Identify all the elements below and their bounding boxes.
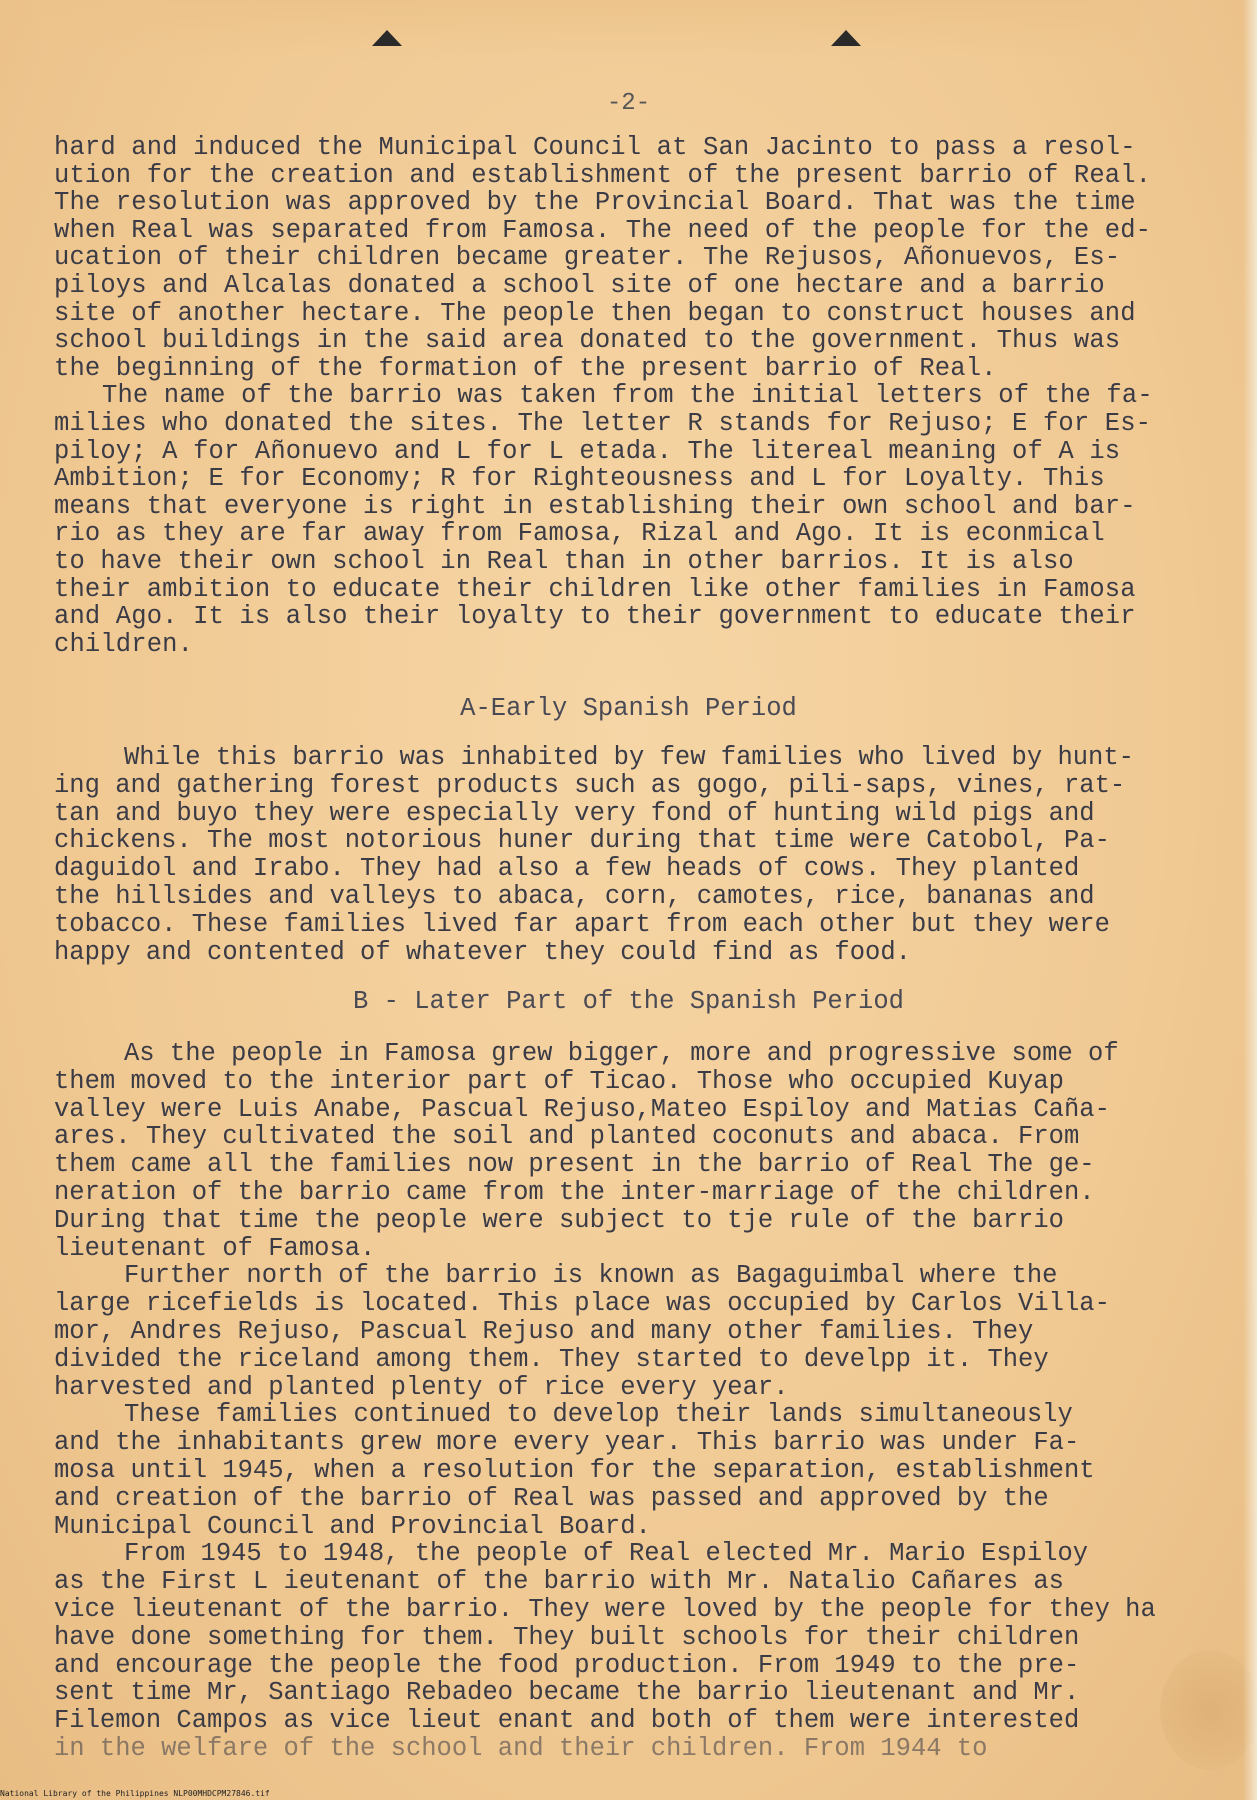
paper-edge	[1243, 0, 1257, 1800]
text-line: harvested and planted plenty of rice every year.	[54, 1372, 789, 1402]
text-line: The name of the barrio was taken from the initial letters of the fa-	[102, 381, 1153, 411]
text-line: their ambition to educate their children like other families in Famosa	[54, 574, 1136, 604]
text-line: While this barrio was inhabited by few families who lived by hunt-	[124, 743, 1134, 772]
text-line: in the welfare of the school and their children. From 1944 to	[54, 1733, 988, 1763]
page-number: -2-	[606, 90, 651, 117]
text-line: As the people in Famosa grew bigger, more and progressive some of	[124, 1039, 1119, 1068]
binder-hole-right	[831, 30, 861, 46]
text-line: divided the riceland among them. They started to develpp it. They	[54, 1344, 1049, 1374]
text-line: From 1945 to 1948, the people of Real elected Mr. Mario Espiloy	[124, 1539, 1089, 1569]
text-line: large ricefields is located. This place was occupied by Carlos Villa-	[54, 1289, 1110, 1319]
text-line: lieutenant of Famosa.	[54, 1233, 376, 1263]
section-b-heading: B - Later Part of the Spanish Period	[353, 987, 904, 1016]
binder-hole-left	[372, 30, 402, 46]
text-line: school buildings in the said area donated to the government. Thus was	[54, 326, 1121, 356]
text-line: when Real was separated from Famosa. The need of the people for the ed-	[54, 215, 1152, 245]
text-line: Filemon Campos as vice lieut enant and both of them were interested	[54, 1706, 1080, 1736]
text-line: to have their own school in Real than in other barrios. It is also	[54, 546, 1074, 576]
text-line: The resolution was approved by the Provincial Board. That was the time	[54, 188, 1136, 218]
text-line: children.	[54, 629, 194, 659]
text-line: These families continued to develop their lands simultaneously	[124, 1400, 1073, 1430]
text-line: and creation of the barrio of Real was passed and approved by the	[54, 1483, 1049, 1513]
text-line: tan and buyo they were especially very fond of hunting wild pigs and	[54, 798, 1095, 828]
text-line: the hillsides and valleys to abaca, corn, camotes, rice, bananas and	[54, 881, 1095, 911]
text-line: ares. They cultivated the soil and planted coconuts and abaca. From	[54, 1122, 1080, 1152]
section-a-paragraph	[54, 744, 1244, 966]
text-line: piloys and Alcalas donated a school site of one hectare and a barrio	[54, 270, 1105, 300]
text-line: milies who donated the sites. The letter R stands for Rejuso; E for Es-	[54, 408, 1152, 438]
text-line: ucation of their children became greater. The Rejusos, Añonuevos, Es-	[54, 243, 1121, 273]
text-line: rio as they are far away from Famosa, Rizal and Ago. It is econmical	[54, 519, 1105, 549]
text-line: ing and gathering forest products such as gogo, pili-saps, vines, rat-	[54, 770, 1126, 800]
text-line: Further north of the barrio is known as Bagaguimbal where the	[124, 1261, 1058, 1291]
text-line: Municipal Council and Provincial Board.	[54, 1511, 651, 1541]
text-line: and the inhabitants grew more every year. This barrio was under Fa-	[54, 1428, 1080, 1458]
text-line: them came all the families now present in the barrio of Real The ge-	[54, 1150, 1095, 1180]
text-line: sent time Mr, Santiago Rebadeo became the barrio lieutenant and Mr.	[54, 1678, 1080, 1708]
text-line: the beginning of the formation of the present barrio of Real.	[54, 353, 997, 383]
intro-paragraph	[54, 134, 1244, 658]
top-shadow	[40, 0, 1140, 60]
section-b-body	[54, 1040, 1244, 1763]
text-line: as the First L ieutenant of the barrio with Mr. Natalio Cañares as	[54, 1567, 1064, 1597]
text-line: daguidol and Irabo. They had also a few heads of cows. They planted	[54, 854, 1080, 884]
text-line: happy and contented of whatever they could find as food.	[54, 937, 911, 967]
text-line: ution for the creation and establishment of the present barrio of Real.	[54, 160, 1152, 190]
text-line: valley were Luis Anabe, Pascual Rejuso,Mateo Espiloy and Matias Caña-	[54, 1094, 1110, 1124]
text-line: neration of the barrio came from the inter-marriage of the children.	[54, 1177, 1095, 1207]
text-line: means that everyone is right in establishing their own school and bar-	[54, 491, 1136, 521]
text-line: hard and induced the Municipal Council at San Jacinto to pass a resol-	[54, 133, 1136, 162]
text-line: site of another hectare. The people then began to construct houses and	[54, 298, 1136, 328]
text-line: Ambition; E for Economy; R for Righteousness and L for Loyalty. This	[54, 464, 1105, 494]
section-a-heading: A-Early Spanish Period	[460, 694, 797, 723]
text-line: vice lieutenant of the barrio. They were loved by the people for they ha	[54, 1594, 1156, 1624]
text-line: tobacco. These families lived far apart from each other but they were	[54, 909, 1110, 939]
text-line: During that time the people were subject to tje rule of the barrio	[54, 1205, 1064, 1235]
scan-footer: National Library of the Philippines NLP00MHDCPM27846.tif	[0, 1789, 270, 1798]
text-line: them moved to the interior part of Ticao. Those who occupied Kuyap	[54, 1066, 1064, 1096]
text-line: piloy; A for Añonuevo and L for L etada. The litereal meaning of A is	[54, 436, 1121, 466]
text-line: have done something for them. They built schools for their children	[54, 1622, 1080, 1652]
text-line: chickens. The most notorious huner during that time were Catobol, Pa-	[54, 826, 1110, 856]
text-line: mor, Andres Rejuso, Pascual Rejuso and many other families. They	[54, 1316, 1034, 1346]
text-line: and encourage the people the food production. From 1949 to the pre-	[54, 1650, 1080, 1680]
text-line: mosa until 1945, when a resolution for the separation, establishment	[54, 1455, 1095, 1485]
text-line: and Ago. It is also their loyalty to their government to educate their	[54, 602, 1136, 632]
